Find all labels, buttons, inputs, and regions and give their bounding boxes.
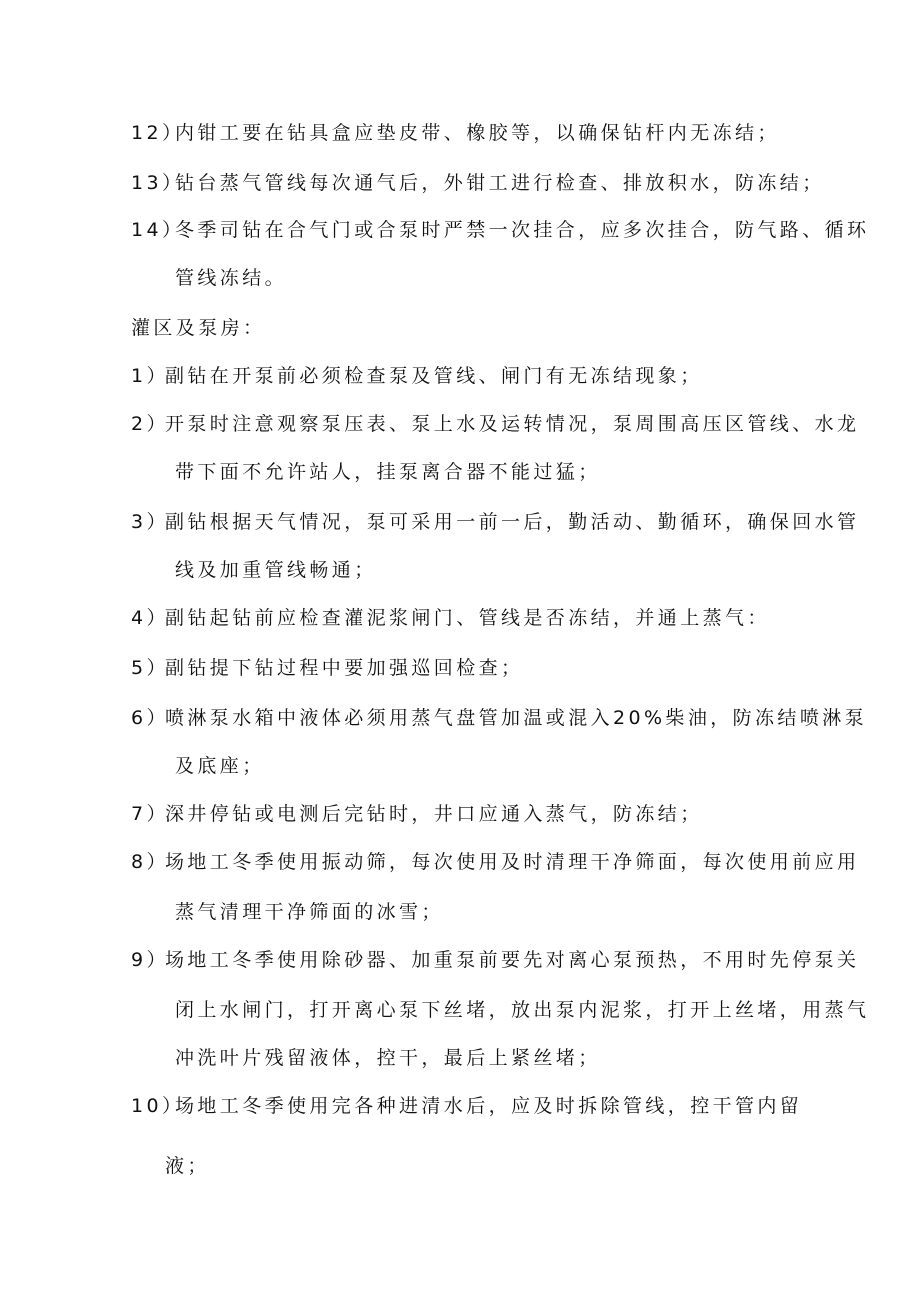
item-number: 1）	[131, 365, 169, 387]
item-text: 蒸气清理干净筛面的冰雪；	[175, 901, 444, 923]
item-text: 场地工冬季使用除砂器、加重泵前要先对离心泵预热，不用时先停泵关	[165, 949, 860, 971]
item-text: 及底座；	[175, 755, 265, 777]
item-text: 线及加重管线畅通；	[175, 559, 377, 581]
item-text: 管线冻结。	[175, 267, 288, 289]
item-text: 带下面不允许站人，挂泵离合器不能过猛；	[175, 461, 601, 483]
item-text: 场地工冬季使用完各种进清水后，应及时拆除管线，控干管内留	[175, 1095, 803, 1117]
item-number: 6）	[131, 707, 169, 729]
item-number: 10）	[131, 1095, 185, 1117]
item-text: 钻台蒸气管线每次通气后，外钳工进行检查、排放积水，防冻结；	[175, 172, 825, 194]
item-number: 2）	[131, 413, 169, 435]
item-number: 9）	[131, 949, 169, 971]
item-text: 副钻提下钻过程中要加强巡回检查；	[165, 657, 524, 679]
item-text: 开泵时注意观察泵压表、泵上水及运转情况，泵周围高压区管线、水龙	[165, 413, 860, 435]
item-text: 深井停钻或电测后完钻时，井口应通入蒸气，防冻结；	[165, 803, 703, 825]
item-number: 7）	[131, 803, 169, 825]
item-number: 3）	[131, 511, 169, 533]
item-number: 4）	[131, 607, 169, 629]
item-number: 8）	[131, 851, 169, 873]
item-text: 闭上水闸门，打开离心泵下丝堵，放出泵内泥浆，打开上丝堵，用蒸气	[175, 999, 870, 1021]
item-text: 副钻起钻前应检查灌泥浆闸门、管线是否冻结，并通上蒸气：	[165, 607, 770, 629]
item-text: 场地工冬季使用振动筛，每次使用及时清理干净筛面，每次使用前应用	[165, 851, 860, 873]
item-number: 13）	[131, 172, 185, 194]
item-number: 14）	[131, 219, 185, 241]
section-heading-text: 灌区及泵房：	[131, 317, 266, 339]
item-text: 液；	[165, 1155, 210, 1177]
item-number: 12）	[131, 122, 185, 144]
item-text: 冬季司钻在合气门或合泵时严禁一次挂合，应多次挂合，防气路、循环	[175, 219, 870, 241]
item-text: 副钻在开泵前必须检查泵及管线、闸门有无冻结现象；	[165, 365, 703, 387]
item-text: 内钳工要在钻具盒应垫皮带、橡胶等，以确保钻杆内无冻结；	[175, 122, 780, 144]
item-text: 冲洗叶片残留液体，控干，最后上紧丝堵；	[175, 1047, 601, 1069]
item-text: 喷淋泵水箱中液体必须用蒸气盘管加温或混入20%柴油，防冻结喷淋泵	[165, 707, 868, 729]
item-number: 5）	[131, 657, 169, 679]
item-text: 副钻根据天气情况，泵可采用一前一后，勤活动、勤循环，确保回水管	[165, 511, 860, 533]
